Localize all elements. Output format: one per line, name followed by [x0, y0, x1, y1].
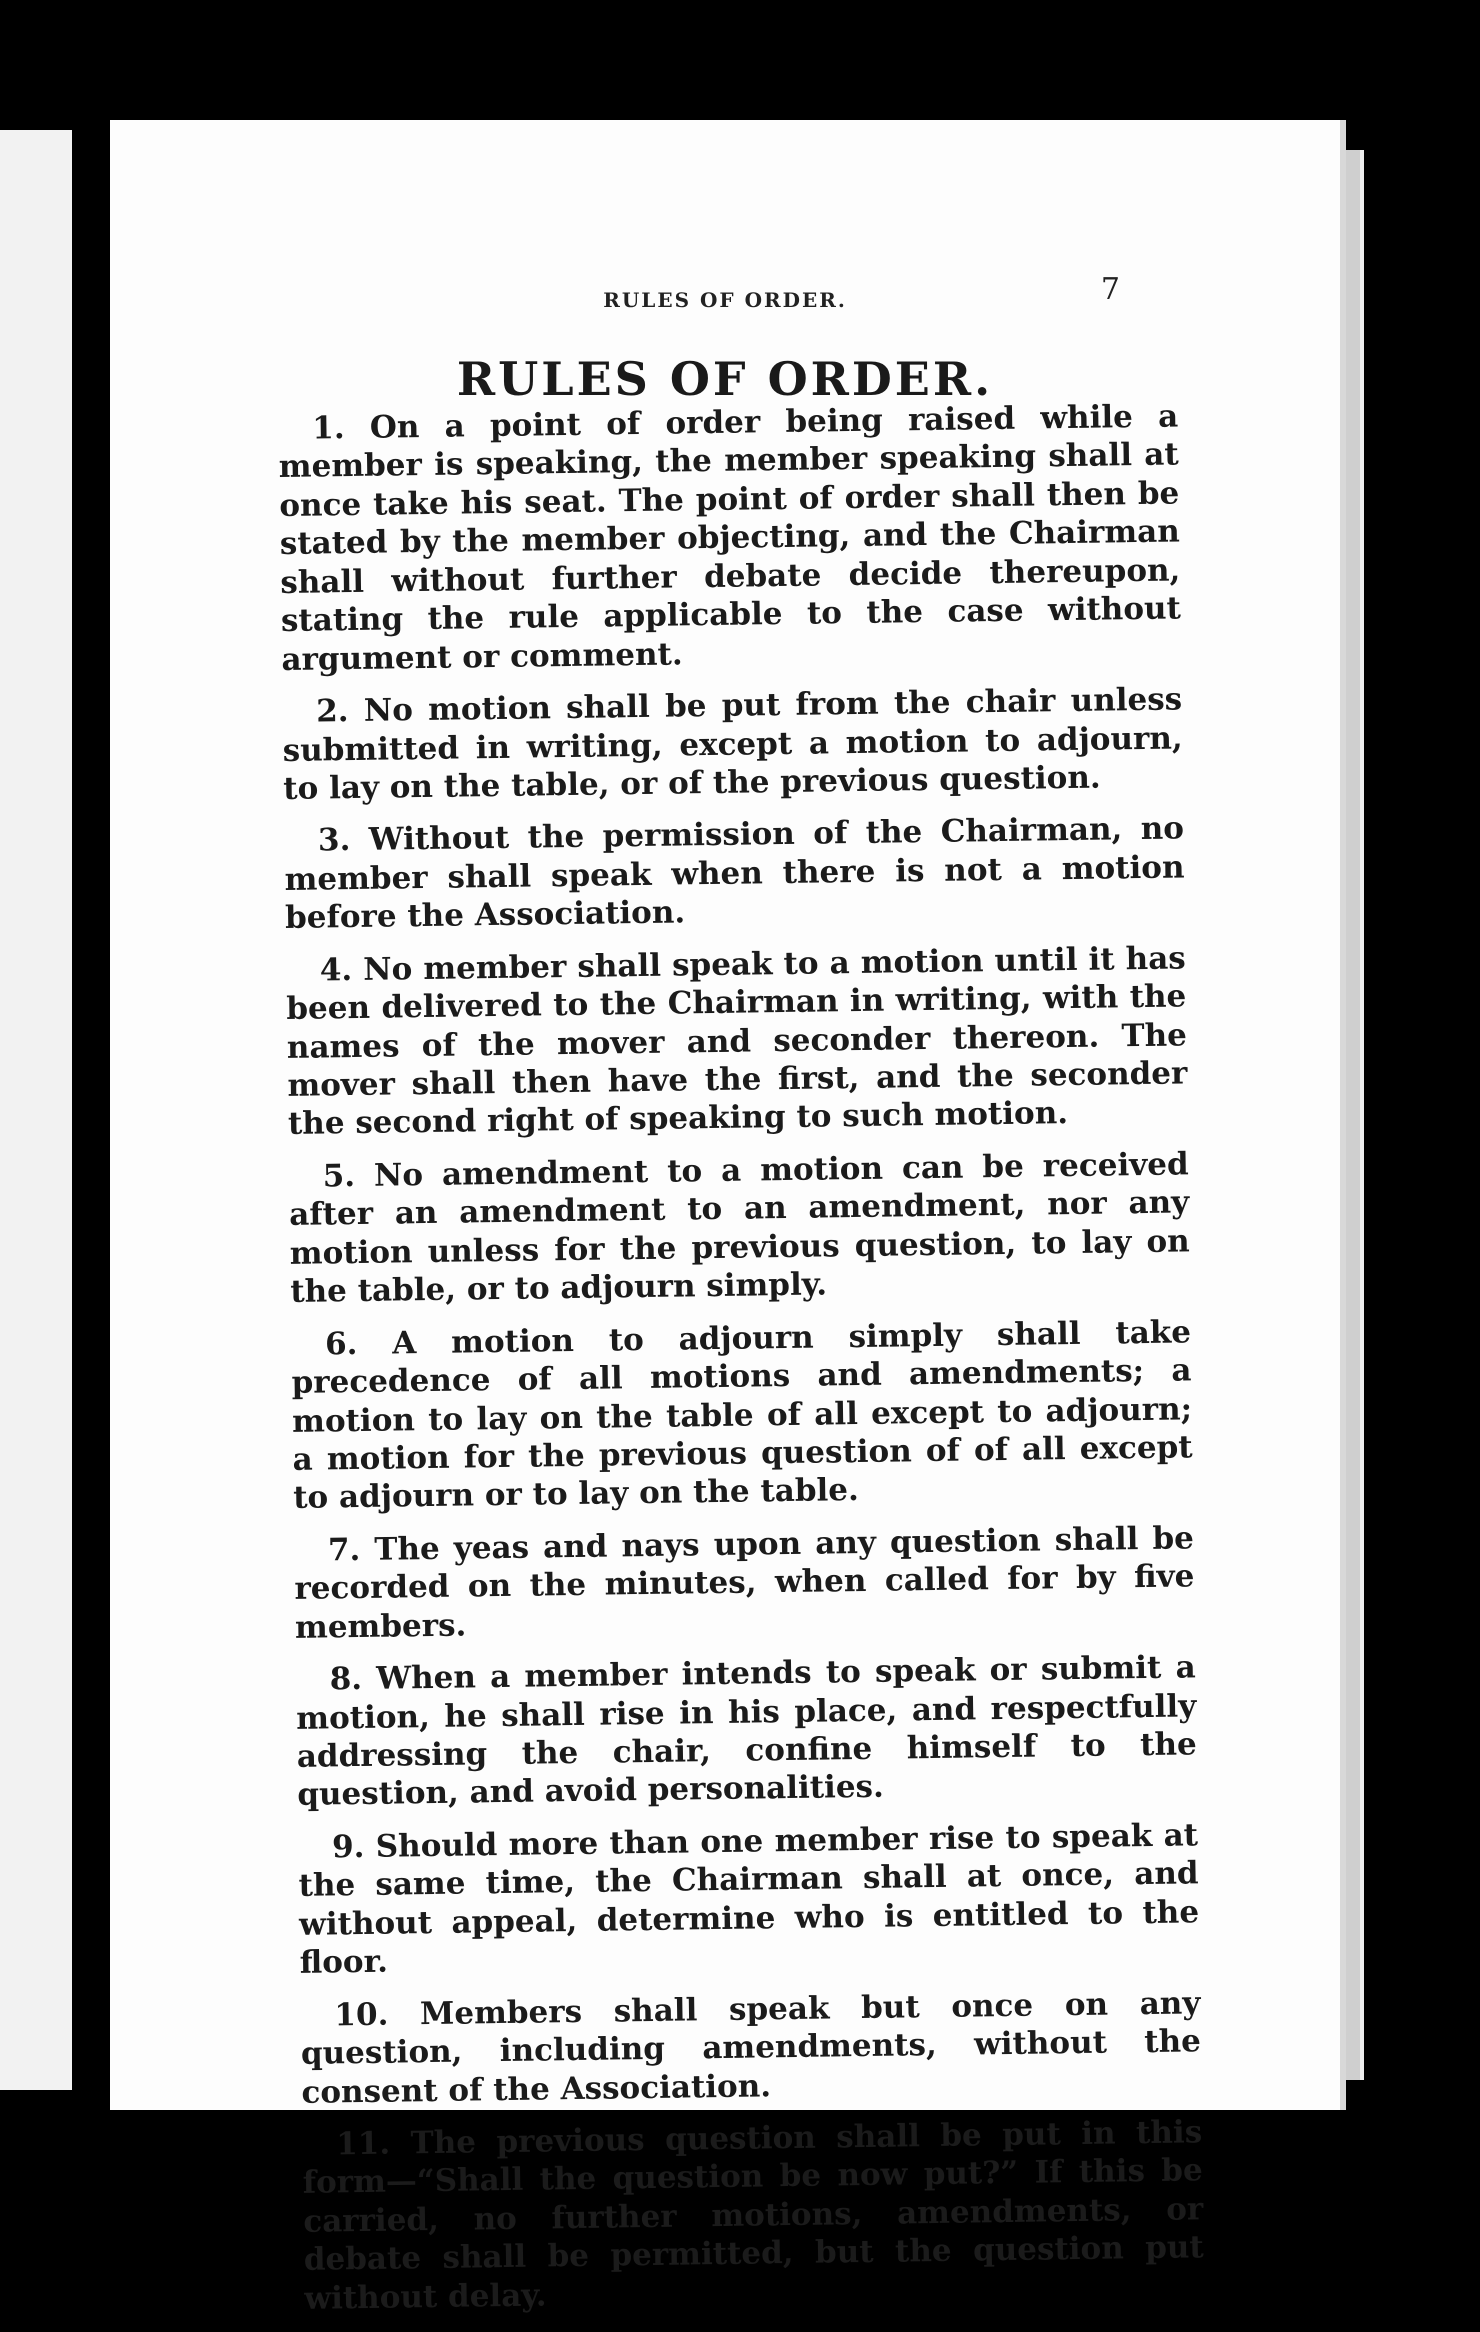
- page-title: RULES OF ORDER.: [456, 352, 994, 406]
- rule-4: 4. No member shall speak to a motion until it has been delivered to the Chairman in writing, with the names of the mover and seconder thereon. The mover shall then have the first, and the seconder the second right of speaking to such motion.: [286, 940, 1188, 1143]
- left-page-edge: [0, 130, 72, 2090]
- rule-9: 9. Should more than one member rise to speak at the same time, the Chairman shall at once, and without appeal, determine who is entitled to the floor.: [298, 1817, 1200, 1982]
- book-spine: [72, 120, 110, 2110]
- running-head: RULES OF ORDER.: [603, 288, 847, 312]
- page-number: 7: [1100, 272, 1120, 307]
- rule-2: 2. No motion shall be put from the chair unless submitted in writing, except a motion to adjourn, to lay on the table, or of the previous question.: [282, 681, 1183, 807]
- rules-list: [278, 397, 1205, 2332]
- rule-11: 11. The previous question shall be put in this form—“Shall the question be now put?” If this be carried, no further motions, amendments, or debate shall be permitted, but the question put without delay.: [302, 2114, 1204, 2317]
- rule-10: 10. Members shall speak but once on any question, including amendments, without the consent of the Association.: [300, 1984, 1202, 2111]
- rule-6: 6. A motion to adjourn simply shall take precedence of all motions and amendments; a motion to lay on the table of all except to adjourn; a motion for the previous question of of all except to adjourn or to lay on the table.: [291, 1313, 1193, 1517]
- book-page: [110, 120, 1346, 2317]
- rule-5: 5. No amendment to a motion can be received after an amendment to an amendment, nor any motion unless for the previous question, to lay on the table, or to adjourn simply.: [288, 1146, 1190, 1311]
- rule-7: 7. The yeas and nays upon any question shall be recorded on the minutes, when called for by five members.: [294, 1520, 1195, 1646]
- rule-1: 1. On a point of order being raised while a member is speaking, the member speaking shall at once take his seat. The point of order shall then be stated by the member objecting, and the Chairman shall without further debate decide thereupon, stating the rule applicable to the case without argument or comment.: [278, 398, 1182, 678]
- rule-3: 3. Without the permission of the Chairman, no member shall speak when there is not a motion before the Association.: [284, 810, 1185, 937]
- rule-8: 8. When a member intends to speak or submit a motion, he shall rise in his place, and respectfully addressing the chair, confine himself to the question, and avoid personalities.: [296, 1649, 1197, 1814]
